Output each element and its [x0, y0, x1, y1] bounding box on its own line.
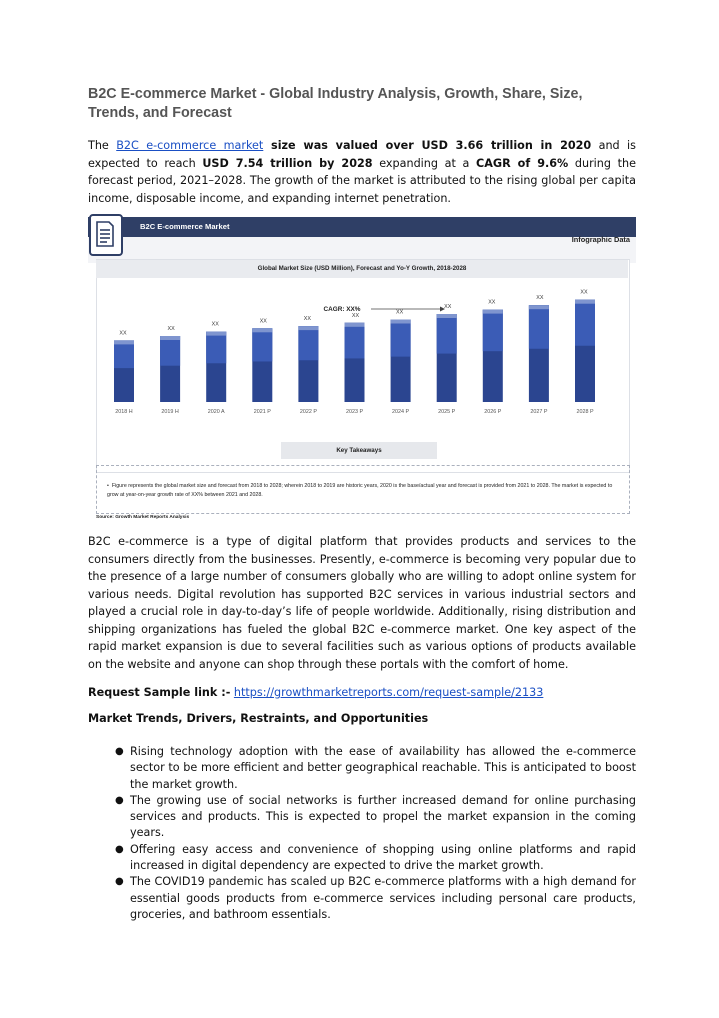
- key-takeaways-box: [96, 465, 630, 514]
- key-takeaways-note: • Figure represents the global market size and forecast from 2018 to 2028; wherein 2018 to 2019 are historic years, 2020 is the base/actual year and forecast is provided from 2021 to 2028. The market is expected to grow at year-on-year growth rate of XX% between 2021 and 2028.: [107, 483, 613, 498]
- x-tick-label: 2028 P: [576, 409, 594, 415]
- x-tick-label: 2027 P: [530, 409, 548, 415]
- bar-upper-segment: [529, 305, 549, 349]
- key-takeaways-label: Key Takeaways: [336, 447, 382, 454]
- request-sample: [88, 684, 543, 701]
- list-item: [88, 744, 636, 793]
- bullet-text: Rising technology adoption with the ease of availability has allowed the e-commerce sector to be more efficient and better geographical reachable. This is anticipated to boost the market growth.: [130, 745, 636, 791]
- body-paragraph: B2C e-commerce is a type of digital platform that provides products and services to the consumers directly from the businesses. Presently, e-commerce is becoming very popular due to the presence of a large number of consumers globally who are willing to adopt online system for various needs. Digital revolution has supported B2C services in various industrial sectors and played a crucial role in day-to-day’s life of people worldwide. Additionally, rising distribution and shipping organizations has fueled the global B2C e-commerce market. One key aspect of the rapid market expansion is due to several facilities such as various options of products available on the website and anyone can shop through these portals with the comfort of home.: [88, 535, 636, 671]
- key-takeaways-bar: [281, 442, 437, 459]
- bar-value-label: XX: [167, 326, 175, 332]
- bar-value-label: XX: [580, 289, 588, 296]
- bar-cap: [483, 310, 503, 314]
- intro-text-4: USD 7.54 trillion by 2028: [202, 156, 373, 170]
- bullet-text: The growing use of social networks is further increased demand for online purchasing services and products. This is expected to propel the market expansion in the coming years.: [130, 793, 636, 840]
- section-heading: Market Trends, Drivers, Restraints, and Opportunities: [88, 712, 429, 725]
- x-tick-label: 2025 P: [438, 409, 456, 415]
- bullet-icon: ●: [115, 746, 124, 757]
- chart-title: Global Market Size (USD Million), Forecast and Yo-Y Growth, 2018-2028: [257, 265, 467, 272]
- bullet-text: Offering easy access and convenience of shopping using online platforms and rapid increased in digital dependency are expected to drive the market growth.: [130, 842, 636, 873]
- bar-value-label: XX: [351, 312, 360, 319]
- bar-cap: [114, 340, 134, 344]
- list-item: [88, 842, 636, 875]
- x-tick-label: 2023 P: [345, 409, 364, 415]
- intro-text-2: size was valued over USD 3.66 trillion in 2020: [263, 139, 592, 152]
- bullet-list: [88, 744, 636, 923]
- bar-cap: [298, 326, 318, 330]
- list-item: [88, 874, 636, 923]
- x-tick-label: 2018 H: [115, 409, 133, 415]
- bar-value-label: XX: [536, 295, 544, 302]
- infographic-header: B2C E-commerce Market: [140, 222, 230, 231]
- bar-upper-segment: [160, 336, 180, 366]
- bullet-icon: ●: [115, 794, 124, 806]
- x-tick-label: 2021 P: [253, 409, 271, 415]
- bar-value-label: XX: [119, 330, 127, 337]
- bar-upper-segment: [206, 332, 226, 364]
- source-label: Source: Growth Market Reports Analysis: [96, 515, 190, 520]
- request-label: Request Sample link :-: [88, 686, 231, 699]
- bar-cap: [345, 323, 365, 327]
- note-text: Figure represents the global market size and forecast from 2018 to 2028; wherein 2018 to 2019 are historic years, 2020 is the base/actual year and forecast is provided from 2021 to 2028. The market is expected to grow at year-on-year growth rate of XX% between 2021 and 2028.: [107, 483, 613, 498]
- bullet-icon: ●: [115, 876, 124, 888]
- x-tick-label: 2022 P: [299, 409, 317, 415]
- bar-value-label: XX: [488, 299, 496, 306]
- bullet-text: The COVID19 pandemic has scaled up B2C e-commerce platforms with a high demand for essential goods products from e-commerce services including personal care products, groceries, and bathroom essentials.: [130, 875, 636, 921]
- x-tick-label: 2019 H: [161, 409, 179, 415]
- cagr-label: CAGR: XX%: [323, 306, 361, 313]
- bar-upper-segment: [437, 314, 457, 354]
- x-tick-label: 2024 P: [392, 409, 410, 415]
- x-tick-label: 2020 A: [207, 409, 225, 415]
- bar-upper-segment: [252, 328, 272, 361]
- infographic: [88, 214, 636, 526]
- infographic-header-bar: [88, 217, 636, 237]
- bar-upper-segment: [391, 320, 411, 357]
- intro-text-6: CAGR of 9.6%: [476, 156, 569, 170]
- x-tick-label: 2026 P: [484, 409, 502, 415]
- intro-paragraph: [88, 137, 636, 207]
- intro-text-5: expanding at a: [372, 156, 477, 170]
- document-title: B2C E-commerce Market - Global Industry Analysis, Growth, Share, Size, Trends, and Forecast: [88, 86, 583, 121]
- bar-cap: [391, 320, 411, 324]
- chart-title-bar: [96, 260, 628, 278]
- bar-cap: [437, 314, 457, 318]
- bar-cap: [529, 305, 549, 309]
- market-link[interactable]: B2C e-commerce market: [116, 139, 264, 152]
- bar-value-label: XX: [259, 318, 267, 325]
- infographic-badge: Infographic Data: [571, 235, 630, 244]
- document-icon: [89, 214, 123, 256]
- bar-upper-segment: [345, 323, 365, 359]
- bar-cap: [160, 336, 180, 340]
- bar-cap: [575, 300, 595, 304]
- bar-cap: [206, 332, 226, 336]
- bar-value-label: XX: [303, 316, 312, 323]
- list-item: [88, 793, 636, 842]
- bar-upper-segment: [298, 326, 318, 360]
- request-sample-link[interactable]: https://growthmarketreports.com/request-sample/2133: [233, 686, 544, 699]
- bar-value-label: XX: [444, 304, 452, 310]
- intro-text-1: The: [88, 139, 117, 152]
- bar-upper-segment: [483, 310, 503, 352]
- bar-cap: [252, 328, 272, 332]
- intro-text-7: during the forecast period, 2021–2028. The growth of the market is attributed to the rising global per capita income, disposable income, and expanding internet penetration.: [88, 156, 636, 205]
- bar-chart: [88, 280, 636, 440]
- intro-text-3: and is expected to reach: [88, 139, 636, 170]
- bar-value-label: XX: [395, 309, 404, 316]
- bar-upper-segment: [575, 300, 595, 346]
- bar-value-label: XX: [211, 321, 219, 328]
- bullet-icon: ●: [115, 843, 124, 855]
- bar-upper-segment: [114, 340, 134, 368]
